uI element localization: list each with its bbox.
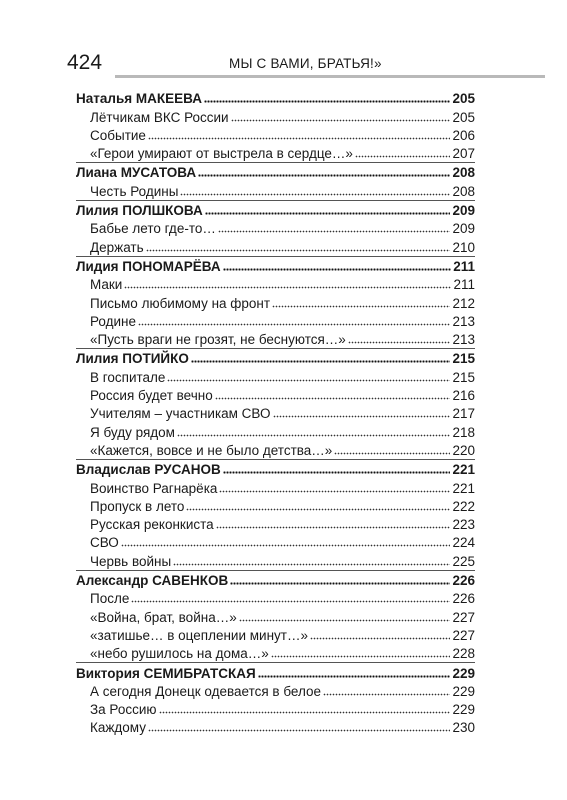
poem-title: Россия будет вечно bbox=[90, 388, 213, 404]
toc-poem-entry bbox=[76, 237, 475, 255]
toc-poem-entry bbox=[76, 682, 475, 700]
table-of-contents bbox=[76, 89, 475, 736]
author-name: Виктория СЕМИБРАТСКАЯ bbox=[76, 665, 256, 681]
page-ref: 225 bbox=[452, 553, 475, 569]
page-ref: 230 bbox=[452, 720, 475, 736]
author-name: Лиана МУСАТОВА bbox=[76, 165, 197, 181]
toc-poem-entry bbox=[76, 422, 475, 440]
dot-leader bbox=[271, 655, 451, 658]
toc-poem-entry bbox=[76, 107, 475, 125]
toc-poem-entry bbox=[76, 386, 475, 404]
toc-poem-entry bbox=[76, 126, 475, 144]
page-ref: 213 bbox=[452, 332, 475, 348]
toc-poem-entry bbox=[76, 404, 475, 422]
author-name: Наталья МАКЕЕВА bbox=[76, 91, 202, 107]
running-title: МЫ С ВАМИ, БРАТЬЯ!» bbox=[229, 56, 382, 71]
poem-title: Родине bbox=[90, 313, 137, 329]
toc-poem-entry bbox=[76, 478, 475, 496]
toc-poem-entry bbox=[76, 275, 475, 293]
toc-poem-entry bbox=[76, 181, 475, 199]
dot-leader bbox=[180, 193, 450, 196]
poem-title: «Кажется, вовсе и не было детства…» bbox=[90, 442, 333, 458]
toc-author-entry bbox=[76, 570, 475, 589]
poem-title: «Герои умирают от выстрела в сердце…» bbox=[90, 146, 353, 162]
author-name: Лилия ПОТИЙКО bbox=[76, 351, 189, 367]
toc-author-entry bbox=[76, 348, 475, 367]
poem-title: Червь войны bbox=[90, 553, 172, 569]
dot-leader bbox=[230, 582, 450, 585]
dot-leader bbox=[131, 600, 450, 603]
dot-leader bbox=[310, 637, 450, 640]
page-ref: 216 bbox=[452, 388, 475, 404]
page-ref: 224 bbox=[452, 535, 475, 551]
author-name: Александр САВЕНКОВ bbox=[76, 573, 229, 589]
page-ref: 221 bbox=[452, 480, 475, 496]
toc-poem-entry bbox=[76, 533, 475, 551]
page-ref: 208 bbox=[452, 165, 475, 181]
dot-leader bbox=[273, 415, 451, 418]
poem-title: За Россию bbox=[90, 702, 157, 718]
dot-leader bbox=[323, 693, 450, 696]
page-ref: 229 bbox=[452, 683, 475, 699]
page-ref: 226 bbox=[452, 573, 475, 589]
page-ref: 223 bbox=[452, 517, 475, 533]
page-ref: 229 bbox=[452, 665, 475, 681]
page-ref: 209 bbox=[452, 221, 475, 237]
dot-leader bbox=[146, 249, 451, 252]
poem-title: В госпитале bbox=[90, 369, 166, 385]
dot-leader bbox=[159, 711, 451, 714]
dot-leader bbox=[167, 379, 450, 382]
dot-leader bbox=[219, 490, 450, 493]
page-ref: 220 bbox=[452, 442, 475, 458]
dot-leader bbox=[223, 471, 451, 474]
dot-leader bbox=[138, 323, 450, 326]
toc-poem-entry bbox=[76, 330, 475, 348]
page-ref: 207 bbox=[452, 146, 475, 162]
dot-leader bbox=[124, 286, 451, 289]
dot-leader bbox=[121, 544, 451, 547]
page-ref: 221 bbox=[452, 462, 475, 478]
page-ref: 215 bbox=[452, 369, 475, 385]
dot-leader bbox=[191, 360, 451, 363]
page-ref: 218 bbox=[452, 424, 475, 440]
dot-leader bbox=[258, 675, 451, 678]
page-number: 424 bbox=[67, 51, 103, 74]
toc-poem-entry bbox=[76, 497, 475, 515]
poem-title: А сегодня Донецк одевается в белое bbox=[90, 683, 322, 699]
page-ref: 211 bbox=[453, 277, 475, 293]
dot-leader bbox=[216, 526, 451, 529]
header-rule bbox=[115, 75, 545, 78]
toc-poem-entry bbox=[76, 144, 475, 162]
page-header bbox=[67, 50, 495, 78]
toc-poem-entry bbox=[76, 441, 475, 459]
dot-leader bbox=[355, 155, 451, 158]
poem-title: «Война, брат, война…» bbox=[90, 609, 237, 625]
toc-poem-entry bbox=[76, 367, 475, 385]
dot-leader bbox=[198, 174, 450, 177]
toc-author-entry bbox=[76, 89, 475, 107]
poem-title: Воинство Рагнарёка bbox=[90, 480, 218, 496]
page-ref: 205 bbox=[452, 109, 475, 125]
page-ref: 227 bbox=[452, 609, 475, 625]
poem-title: «затишье… в оцеплении минут…» bbox=[90, 627, 308, 643]
page-ref: 208 bbox=[452, 183, 475, 199]
dot-leader bbox=[334, 452, 450, 455]
dot-leader bbox=[177, 434, 451, 437]
page-ref: 209 bbox=[452, 203, 475, 219]
toc-author-entry bbox=[76, 662, 475, 681]
toc-author-entry bbox=[76, 162, 475, 181]
toc-poem-entry bbox=[76, 718, 475, 736]
dot-leader bbox=[186, 508, 450, 511]
page-ref: 211 bbox=[453, 258, 475, 274]
toc-poem-entry bbox=[76, 293, 475, 311]
page-ref: 210 bbox=[452, 239, 475, 255]
poem-title: Честь Родины bbox=[90, 183, 179, 199]
page-ref: 226 bbox=[452, 591, 475, 607]
toc-author-entry bbox=[76, 256, 475, 275]
dot-leader bbox=[204, 100, 451, 103]
dot-leader bbox=[173, 563, 450, 566]
page-ref: 215 bbox=[452, 351, 475, 367]
toc-author-entry bbox=[76, 459, 475, 478]
dot-leader bbox=[223, 268, 452, 271]
poem-title: «небо рушилось на дома…» bbox=[90, 646, 269, 662]
poem-title: Лётчикам ВКС России bbox=[90, 109, 229, 125]
dot-leader bbox=[148, 729, 450, 732]
page-ref: 228 bbox=[452, 646, 475, 662]
author-name: Владислав РУСАНОВ bbox=[76, 462, 221, 478]
dot-leader bbox=[348, 341, 451, 344]
page-ref: 227 bbox=[452, 627, 475, 643]
page-ref: 213 bbox=[452, 313, 475, 329]
dot-leader bbox=[148, 137, 451, 140]
poem-title: Я буду рядом bbox=[90, 424, 175, 440]
page-ref: 206 bbox=[452, 127, 475, 143]
poem-title: Пропуск в лето bbox=[90, 498, 185, 514]
toc-poem-entry bbox=[76, 700, 475, 718]
poem-title: Держать bbox=[90, 239, 144, 255]
dot-leader bbox=[272, 305, 450, 308]
dot-leader bbox=[205, 212, 451, 215]
page-ref: 212 bbox=[452, 295, 475, 311]
poem-title: «Пусть враги не грозят, не беснуются…» bbox=[90, 332, 346, 348]
page-ref: 229 bbox=[452, 702, 475, 718]
page-ref: 205 bbox=[452, 91, 475, 107]
dot-leader bbox=[239, 619, 451, 622]
toc-poem-entry bbox=[76, 607, 475, 625]
poem-title: Событие bbox=[90, 127, 146, 143]
poem-title: Письмо любимому на фронт bbox=[90, 295, 271, 311]
toc-poem-entry bbox=[76, 312, 475, 330]
page-ref: 222 bbox=[452, 498, 475, 514]
dot-leader bbox=[231, 119, 451, 122]
poem-title: Каждому bbox=[90, 720, 146, 736]
toc-poem-entry bbox=[76, 219, 475, 237]
poem-title: Маки bbox=[90, 277, 123, 293]
page-ref: 217 bbox=[452, 406, 475, 422]
toc-poem-entry bbox=[76, 626, 475, 644]
poem-title: Учителям – участникам СВО bbox=[90, 406, 271, 422]
author-name: Лилия ПОЛШКОВА bbox=[76, 203, 203, 219]
author-name: Лидия ПОНОМАРЁВА bbox=[76, 258, 221, 274]
poem-title: Русская реконкиста bbox=[90, 517, 214, 533]
toc-poem-entry bbox=[76, 551, 475, 569]
toc-poem-entry bbox=[76, 644, 475, 662]
dot-leader bbox=[215, 397, 451, 400]
poem-title: После bbox=[90, 591, 130, 607]
toc-poem-entry bbox=[76, 589, 475, 607]
toc-poem-entry bbox=[76, 515, 475, 533]
toc-author-entry bbox=[76, 200, 475, 219]
dot-leader bbox=[218, 230, 451, 233]
poem-title: Бабье лето где-то… bbox=[90, 221, 216, 237]
poem-title: СВО bbox=[90, 535, 119, 551]
